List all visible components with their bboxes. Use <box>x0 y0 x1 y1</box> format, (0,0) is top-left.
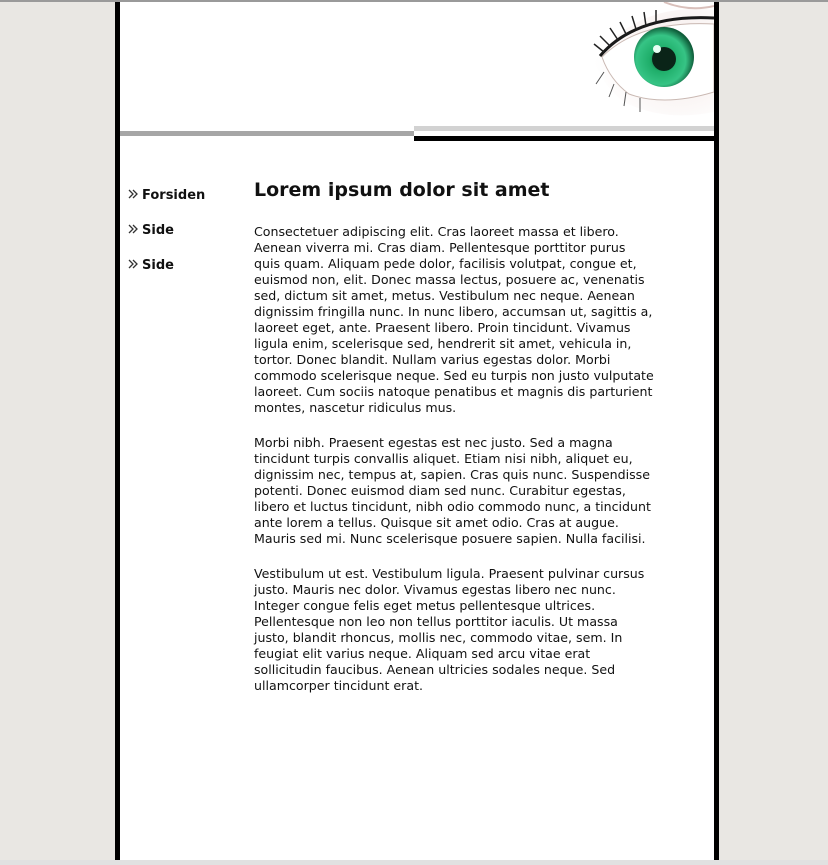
header <box>120 2 714 139</box>
nav-item-label: Side <box>142 223 174 238</box>
nav-item-side[interactable] <box>127 213 237 248</box>
nav-item-label: Side <box>142 258 174 273</box>
header-rule-black <box>414 136 719 141</box>
header-rule-grey <box>120 131 414 136</box>
eye-image <box>514 2 714 124</box>
content-paragraph: Consectetuer adipiscing elit. Cras laoreet massa et libero. Aenean viverra mi. Cras diam. Pellentesque porttitor purus quis quam. Aliquam pede dolor, facilisis volutpat, congue et, euismod non, elit. Donec massa lectus, posuere ac, venenatis sed, dictum sit amet, metus. Vestibulum nec neque. Aenean dignissim fringilla nunc. In nunc libero, accumsan ut, sagittis a, laoreet eget, ante. Praesent libero. Proin tincidunt. Vivamus ligula enim, scelerisque sed, hendrerit sit amet, vehicula in, tortor. Donec blandit. Nullam varius egestas dolor. Morbi commodo scelerisque neque. Sed eu turpis non justo vulputate laoreet. Cum sociis natoque penatibus et magnis dis parturient montes, nascetur ridiculus mus. <box>254 224 654 415</box>
double-chevron-right-icon <box>127 188 139 200</box>
nav-item-label: Forsiden <box>142 188 206 203</box>
bottom-band <box>0 860 828 865</box>
page-container <box>115 2 719 860</box>
header-rule-light <box>414 126 714 131</box>
double-chevron-right-icon <box>127 258 139 270</box>
main-content <box>254 178 654 713</box>
content-paragraph: Vestibulum ut est. Vestibulum ligula. Praesent pulvinar cursus justo. Mauris nec dolor. Vivamus egestas libero nec nunc. Integer congue felis eget metus pellentesque ultrices. Pellentesque non leo non tellus porttitor iaculis. Ut massa justo, blandit rhoncus, mollis nec, commodo vitae, sem. In feugiat elit varius neque. Aliquam sed arcu vitae erat sollicitudin faucibus. Aenean ultricies sodales neque. Sed ullamcorper tincidunt erat. <box>254 566 645 693</box>
double-chevron-right-icon <box>127 223 139 235</box>
page-border-right <box>714 2 719 860</box>
nav-item-side[interactable] <box>127 248 237 283</box>
content-paragraph: Morbi nibh. Praesent egestas est nec justo. Sed a magna tincidunt turpis convallis aliquet. Etiam nisi nibh, aliquet eu, dignissim nec, tempus at, sapien. Cras quis nunc. Suspendisse potenti. Donec euismod diam sed nunc. Curabitur egestas, libero et luctus tincidunt, nibh odio commodo nunc, a tincidunt ante lorem a tellus. Quisque sit amet odio. Cras at augue. Mauris sed mi. Nunc scelerisque posuere sapien. Nulla facilisi. <box>254 435 651 546</box>
nav-menu <box>127 178 237 283</box>
page-title: Lorem ipsum dolor sit amet <box>254 179 550 201</box>
nav-item-forsiden[interactable] <box>127 178 237 213</box>
